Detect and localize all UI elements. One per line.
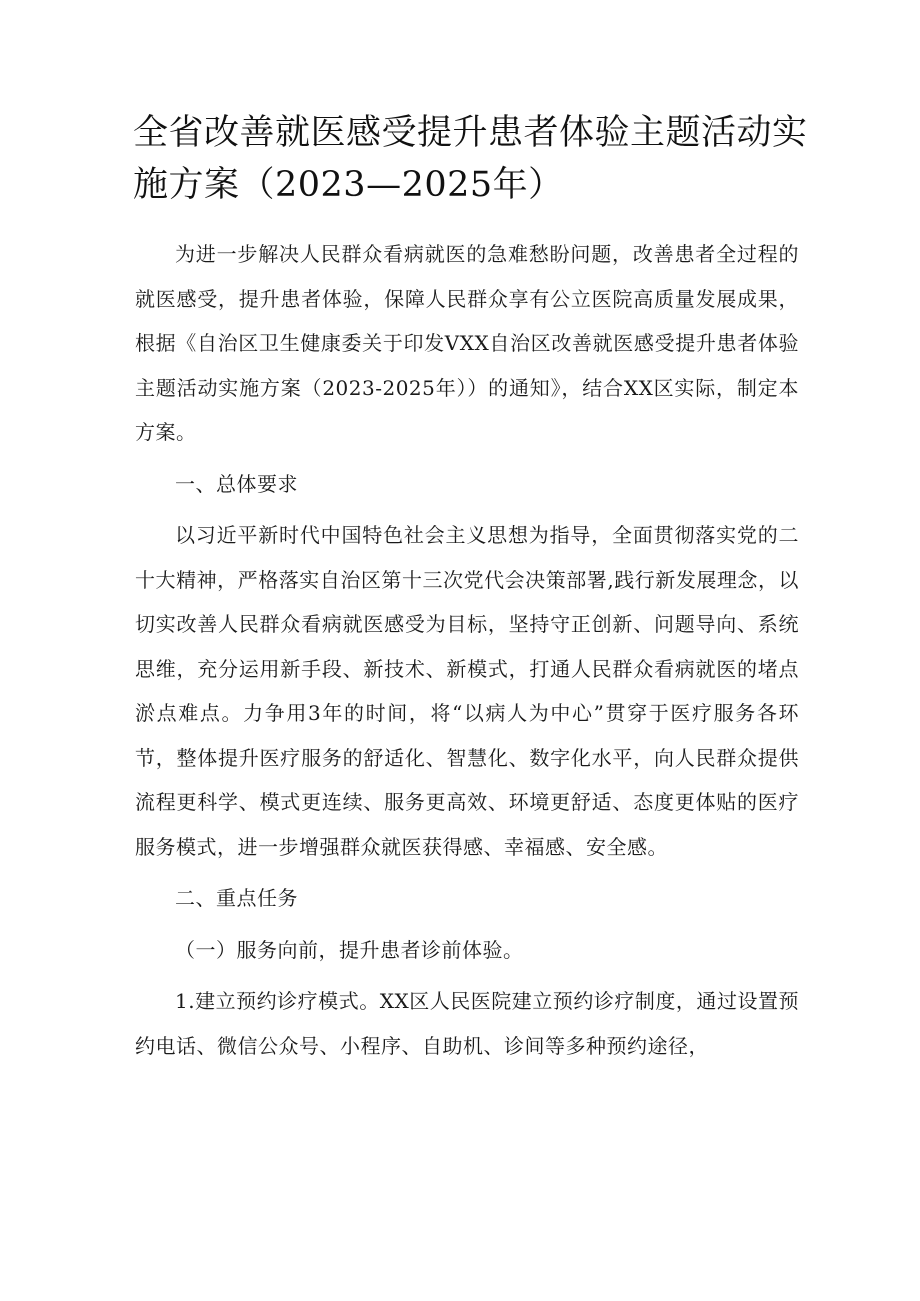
task-item-appointment: 1.建立预约诊疗模式。XX区人民医院建立预约诊疗制度，通过设置预约电话、微信公众号、小程序、自助机、诊间等多种预约途径， xyxy=(135,989,799,1058)
document-title: 全省改善就医感受提升患者体验主题活动实施方案（2023—2025年） xyxy=(133,113,808,205)
intro-paragraph: 为进一步解决人民群众看病就医的急难愁盼问题，改善患者全过程的就医感受，提升患者体验，保障人民群众享有公立医院高质量发展成果，根据《自治区卫生健康委关于印发VXX自治区改善就医感受提升患者体验主题活动实施方案（2023-2025年））的通知》，结合XX区实际，制定本方案。 xyxy=(135,242,799,444)
document-body xyxy=(135,232,799,1068)
section-heading-overall-requirements: 一、总体要求 xyxy=(175,471,298,496)
subsection-heading-pre-visit: （一）服务向前，提升患者诊前体验。 xyxy=(175,937,524,962)
section-heading-key-tasks: 二、重点任务 xyxy=(175,886,298,910)
overall-requirements-paragraph: 以习近平新时代中国特色社会主义思想为指导，全面贯彻落实党的二十大精神，严格落实自治区第十三次党代会决策部署,践行新发展理念，以切实改善人民群众看病就医感受为目标，坚持守正创新、问题导向、系统思维，充分运用新手段、新技术、新模式，打通人民群众看病就医的堵点淤点难点。力争用3年的时间，将“以病人为中心”贯穿于医疗服务各环节，整体提升医疗服务的舒适化、智慧化、数字化水平，向人民群众提供流程更科学、模式更连续、服务更高效、环境更舒适、态度更体贴的医疗服务模式，进一步增强群众就医获得感、幸福感、安全感。 xyxy=(135,523,799,859)
